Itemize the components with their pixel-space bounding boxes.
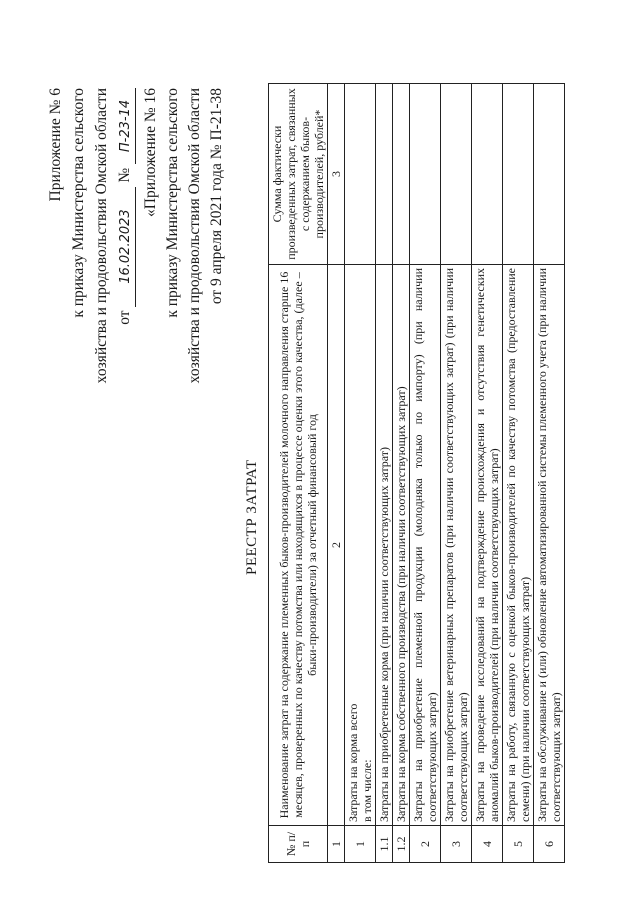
row-description: Затраты на приобретенные корма (при наличии соответствующих затрат) <box>376 265 393 826</box>
from-label: от <box>116 310 133 325</box>
column-number-row <box>328 84 345 863</box>
row-amount <box>345 84 376 265</box>
row-description: Затраты на проведение исследований на подтверждение происхождения и отсутствия генетических аномалий быков-производителей (при наличии соответствующих затрат) <box>472 265 503 826</box>
order-line-2: хозяйства и продовольствия Омской области <box>93 88 110 384</box>
order-date: 16.02.2023 <box>117 187 136 307</box>
row-number: 2 <box>410 826 441 863</box>
table-row <box>441 84 472 863</box>
order-date-line <box>113 88 136 448</box>
column-number: 2 <box>328 265 345 826</box>
row-number: 1.2 <box>393 826 410 863</box>
row-description: Затраты на корма собственного производства (при наличии соответствующих затрат) <box>393 265 410 826</box>
row-description: Затраты на работу, связанную с оценкой быков-производителей по качеству потомства (предоставление семени) (при наличии соответствующих затрат) <box>503 265 534 826</box>
row-number: 6 <box>534 826 565 863</box>
number-label: № <box>116 167 133 183</box>
table-row <box>472 84 503 863</box>
document-title: РЕЕСТР ЗАТРАТ <box>244 459 260 575</box>
header-number: № п/п <box>269 826 328 863</box>
row-number: 1 <box>345 826 376 863</box>
row-description: Затраты на приобретение племенной продукции (молодняка только по импорту) (при наличии соответствующих затрат) <box>410 265 441 826</box>
column-number: 1 <box>328 826 345 863</box>
row-amount <box>410 84 441 265</box>
row-description: Затраты на обслуживание и (или) обновление автоматизированной системы племенного учета (при наличии соответствующих затрат) <box>534 265 565 826</box>
appendix16-header <box>140 88 228 448</box>
cost-register-table <box>268 83 565 863</box>
order-line-1: к приказу Министерства сельского <box>70 88 87 318</box>
row-amount <box>441 84 472 265</box>
column-number: 3 <box>328 84 345 265</box>
row-number: 1.1 <box>376 826 393 863</box>
table-row <box>410 84 441 863</box>
table-row <box>345 84 376 863</box>
header-cost-amount: Сумма фактически произведенных затрат, связанных с содержанием быков-производителей, рублей* <box>269 84 328 265</box>
row-amount <box>503 84 534 265</box>
table-row <box>503 84 534 863</box>
row-amount <box>534 84 565 265</box>
order16-line-1: к приказу Министерства сельского <box>164 88 181 318</box>
order16-line-2: хозяйства и продовольствия Омской области <box>186 88 203 384</box>
row-amount <box>393 84 410 265</box>
row-number: 5 <box>503 826 534 863</box>
order16-line-3: от 9 апреля 2021 года № П-21-38 <box>208 88 225 305</box>
order-number: П-23-14 <box>117 88 136 164</box>
row-number: 3 <box>441 826 472 863</box>
table-body <box>345 84 565 863</box>
row-number: 4 <box>472 826 503 863</box>
row-amount <box>472 84 503 265</box>
table-header-row <box>269 84 328 863</box>
row-amount <box>376 84 393 265</box>
appendix16-title: «Приложение № 16 <box>142 88 159 217</box>
table-row <box>393 84 410 863</box>
row-description: Затраты на корма всего в том числе: <box>345 265 376 826</box>
appendix-header <box>44 88 136 448</box>
row-description: Затраты на приобретение ветеринарных препаратов (при наличии соответствующих затрат) (при наличии соответствующих затрат) <box>441 265 472 826</box>
table-row <box>534 84 565 863</box>
table-row <box>376 84 393 863</box>
appendix-title: Приложение № 6 <box>47 88 64 202</box>
header-cost-name: Наименование затрат на содержание племенных быков-производителей молочного направления старше 16 месяцев, проверенных по качеству потомства или находящихся в процессе оценки этого качества, (далее – быки-производители) за отчетный финансовый год <box>269 265 328 826</box>
